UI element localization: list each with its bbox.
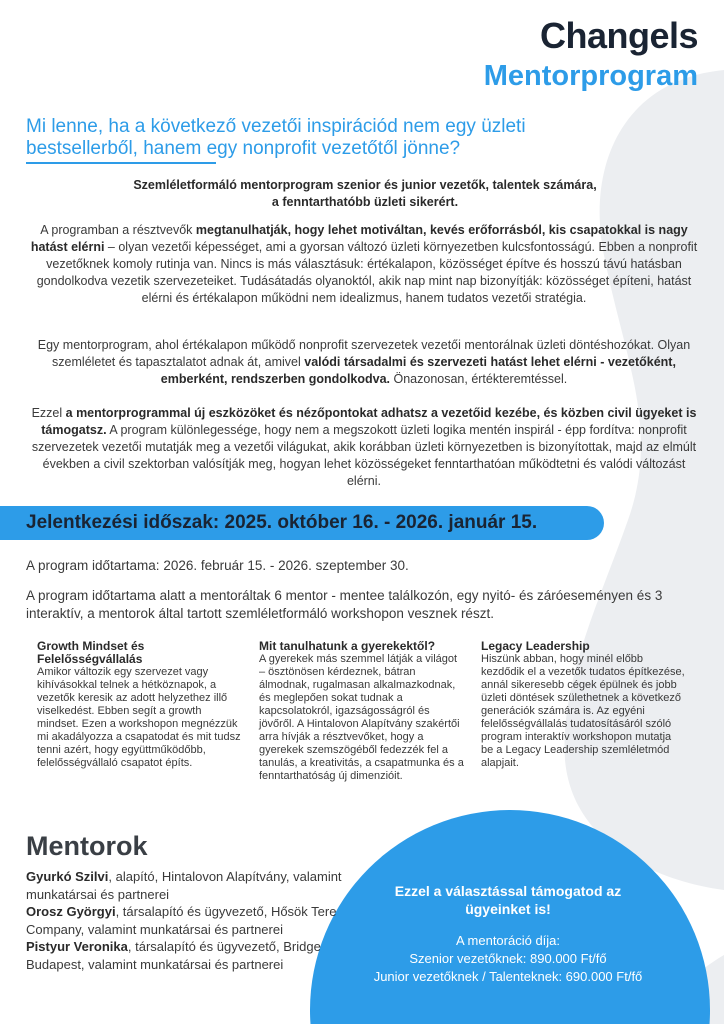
program-duration: A program időtartama: 2026. február 15. - 2026. szeptember 30. xyxy=(26,558,409,573)
question-underline xyxy=(26,162,216,164)
intro-question: Mi lenne, ha a következő vezetői inspirációd nem egy üzleti bestsellerből, hanem egy nonprofit vezetőtől jönne? xyxy=(26,116,526,159)
workshop-children xyxy=(259,640,464,783)
paragraph-3-text-b: A program különlegessége, hogy nem a megszokott üzleti logika mentén inspirál - épp fordítva: nonprofit szervezetek vezetői mutatják meg a vezetői világukat, akik korábban üzleti környezetben is bizonyítottak, majd az elmúlt években a civil szektorban valósítják meg, hogyan lehet közösségeket fenntarthatóan működtetni és valódi változást elérni. xyxy=(31,423,697,488)
brand-subtitle: Mentorprogram xyxy=(483,60,698,92)
workshop-legacy-leadership xyxy=(481,640,686,770)
paragraph-2-bold: valódi társadalmi és szervezeti hatást lehet elérni - vezetőként, emberként, rendszerben gondolkodva. xyxy=(160,355,676,386)
mentor-role: , társalapító és ügyvezető, Bridge Budapest, valamint munkatársai és partnerei xyxy=(26,939,321,972)
paragraph-2 xyxy=(30,337,698,388)
lead-line-1: Szemléletformáló mentorprogram szenior és junior vezetők, talentek számára, xyxy=(133,178,597,192)
workshop-body: Amikor változik egy szervezet vagy kihívásokkal telnek a hétköznapok, a vezetők keresik az adott helyzethez illő viselkedést. Ebben segít a growth mindset. Ezen a workshopon megnézzük mi akadályozza a csapatodat és mit tudsz tenni azért, hogy együttműködőbb, felelősségvállaló csapatot építs. xyxy=(37,666,241,769)
paragraph-3-text-a: Ezzel xyxy=(31,406,66,420)
program-description: A program időtartama alatt a mentoráltak 6 mentor - mentee találkozón, egy nyitó- és záróeseményen és 3 interaktív, a mentorok által tartott szemléletformáló workshopon vesznek részt. xyxy=(26,588,663,621)
lead-line-2: a fenntarthatóbb üzleti sikerért. xyxy=(271,195,459,209)
paragraph-1 xyxy=(30,222,698,307)
support-title: Ezzel a választással támogatod az ügyeinket is! xyxy=(394,883,622,917)
paragraph-3 xyxy=(30,405,698,490)
paragraph-2-text-a: Egy mentorprogram, ahol értékalapon működő nonprofit szervezetek vezetői mentorálnak üzleti döntéshozókat. Olyan szemléletet és tapasztalatot adnak át, amivel xyxy=(37,338,691,369)
paragraph-2-text-b: Önazonosan, értékteremtéssel. xyxy=(390,372,568,386)
mentor-name: Pistyur Veronika xyxy=(26,939,128,954)
workshop-title: Legacy Leadership xyxy=(481,639,590,653)
application-period-text: Jelentkezési időszak: 2025. október 16. - 2026. január 15. xyxy=(26,512,538,533)
mentors-heading: Mentorok xyxy=(26,831,148,861)
price-senior: Szenior vezetőknek: 890.000 Ft/fő xyxy=(409,951,607,966)
paragraph-1-bold: megtanulhatják, hogy lehet motiváltan, kevés erőforrásból, kis csapatokkal is nagy hatást elérni xyxy=(30,223,688,254)
workshop-title: Mit tanulhatunk a gyerekektől? xyxy=(259,639,436,653)
mentor-item xyxy=(26,903,344,938)
price-title: A mentoráció díja: xyxy=(455,933,561,948)
workshop-body: Hiszünk abban, hogy minél előbb kezdődik el a vezetők tudatos építkezése, annál sikeresebb cégek épülnek és jobb üzleti döntések születhetnek a következő generációk számára is. Az egyéni felelősségvállalás tudatosításáról szóló program interaktív workshopon mutatja be a Legacy Leadership szemléletmód alapjait. xyxy=(481,653,685,769)
price-junior: Junior vezetőknek / Talenteknek: 690.000 Ft/fő xyxy=(373,969,643,984)
mentor-name: Gyurkó Szilvi xyxy=(26,869,109,884)
brand-title: Changels xyxy=(539,15,698,56)
mentor-role: , alapító, Hintalovon Alapítvány, valamint munkatársai és partnerei xyxy=(26,869,342,902)
paragraph-3-bold: a mentorprogrammal új eszközöket és nézőpontokat adhatsz a vezetőid kezébe, és közben civil ügyeket is támogatsz. xyxy=(41,406,697,437)
workshop-growth-mindset xyxy=(37,640,242,770)
mentor-list xyxy=(26,868,344,973)
paragraph-1-text-a: A programban a résztvevők xyxy=(40,223,196,237)
lead-text xyxy=(80,177,650,211)
paragraph-1-text-b: – olyan vezetői képességet, ami a gyorsan változó üzleti környezetben kulcsfontosságú. Ebben a nonprofit vezetőknek komoly rutinja van. Nincs is más választásuk: értékalapon, közösséget építve és hosszú távú hatásban gondolkodva vezetik szervezeteiket. Tudásátadás olyanoktól, akik nap mint nap bizonyítják: közösséget építeni, hatást elérni és értékalapon működni nem idealizmus, hanem tudatos vezetői stratégia. xyxy=(36,240,698,305)
workshop-title: Growth Mindset és Felelősségvállalás xyxy=(37,639,145,666)
mentor-role: , társalapító és ügyvezető, Hősök Tere Company, valamint munkatársai és partnerei xyxy=(26,904,337,937)
workshop-body: A gyerekek más szemmel látják a világot – ösztönösen kérdeznek, bátran álmodnak, rugalmasan alkalmazkodnak, és meglepően sokat tudnak a kapcsolatokról, igazságosságról és jövőről. A Hintalovon Alapítvány szakértői arra hívják a résztvevőket, hogy a gyerekek szemszögéből fedezzék fel a tanulás, a kreativitás, a csapatmunka és a fenntarthatóság új dimenzióit. xyxy=(259,653,464,782)
mentor-name: Orosz Györgyi xyxy=(26,904,116,919)
mentor-item xyxy=(26,868,344,903)
mentor-item xyxy=(26,938,344,973)
